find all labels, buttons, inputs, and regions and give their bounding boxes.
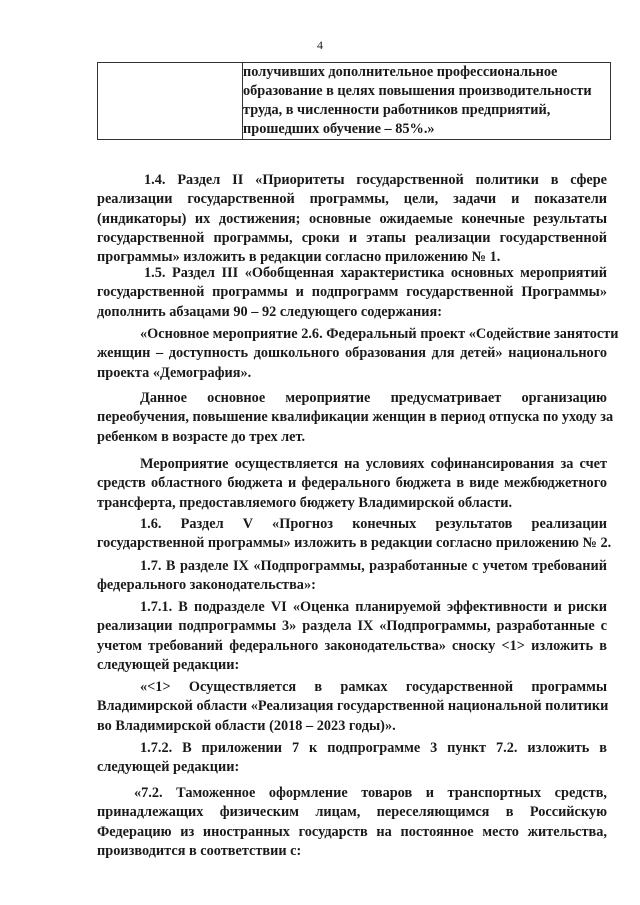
paragraph-1-5 <box>97 264 607 322</box>
paragraph-line: 1.7.1. В подразделе VI «Оценка планируемой эффективности и риски <box>140 599 607 615</box>
paragraph-line: Федерацию из иностранных государств на постоянное место жительства, <box>97 823 607 840</box>
paragraph-main-activity <box>97 325 619 383</box>
paragraph-cofinancing <box>97 455 607 513</box>
paragraph-1-7-2 <box>97 739 607 778</box>
paragraph-line: Мероприятие осуществляется на условиях софинансирования за счет <box>140 456 607 472</box>
paragraph-line: принадлежащих физическим лицам, переселяющимся в Российскую <box>97 804 607 821</box>
paragraph-line: (индикаторы) их достижения; основные ожидаемые конечные результаты <box>97 210 607 227</box>
paragraph-line: ребенком в возрасте до трех лет. <box>97 428 306 445</box>
table-cell-line: прошедших обучение – 85%.» <box>243 121 435 137</box>
paragraph-line: реализации государственной программы, цели, задачи и показатели <box>97 191 607 208</box>
paragraph-line: следующей редакции: <box>97 656 240 673</box>
paragraph-activity-description <box>97 389 614 447</box>
paragraph-line: государственной программы, сроки и этапы реализации государственной <box>97 229 607 246</box>
paragraph-line: проекта «Демография». <box>97 364 252 381</box>
paragraph-line: 1.4. Раздел II «Приоритеты государственной политики в сфере <box>144 172 607 188</box>
paragraph-line: трансферта, предоставляемого бюджету Владимирской области. <box>97 494 513 511</box>
page-number: 4 <box>317 38 323 52</box>
paragraph-line: Владимирской области «Реализация государственной национальной политики <box>97 698 609 715</box>
paragraph-line: переобучения, повышение квалификации женщин в период отпуска по уходу за <box>97 409 614 426</box>
paragraph-1-6 <box>97 515 612 554</box>
table-text-cell <box>243 63 611 140</box>
paragraph-1-7-1 <box>97 598 607 675</box>
paragraph-line: государственной программы и подпрограмм государственной Программы» <box>97 284 607 301</box>
table-cell-line: получивших дополнительное профессиональное <box>243 64 558 80</box>
paragraph-7-2 <box>97 784 607 861</box>
paragraph-line: женщин – доступность дошкольного образования для детей» национального <box>97 345 607 362</box>
paragraph-line: «Основное мероприятие 2.6. Федеральный проект «Содействие занятости <box>140 326 619 342</box>
table-empty-cell <box>98 63 243 140</box>
paragraph-line: 1.5. Раздел III «Обобщенная характеристика основных мероприятий <box>144 265 607 281</box>
paragraph-line: Данное основное мероприятие предусматривает организацию <box>140 390 607 406</box>
paragraph-line: во Владимирской области (2018 – 2023 годы)». <box>97 717 396 734</box>
paragraph-line: реализации подпрограммы 3» раздела IX «Подпрограммы, разработанные с <box>97 618 607 635</box>
paragraph-footnote <box>97 678 607 736</box>
paragraph-line: дополнить абзацами 90 – 92 следующего содержания: <box>97 303 443 320</box>
table-cell-line: труда, в численности работников предприятий, <box>243 102 551 118</box>
paragraph-line: учетом требований федерального законодательства» сноску <1> изложить в <box>97 637 607 654</box>
paragraph-line: производится в соответствии с: <box>97 842 302 859</box>
paragraph-line: федерального законодательства»: <box>97 577 316 594</box>
paragraph-line: 1.7.2. В приложении 7 к подпрограмме 3 пункт 7.2. изложить в <box>140 740 607 756</box>
paragraph-line: средств областного бюджета и федерального бюджета в виде межбюджетного <box>97 475 607 492</box>
paragraph-1-4 <box>97 171 607 267</box>
paragraph-line: программы» изложить в редакции согласно приложению № 1. <box>97 249 501 266</box>
continuation-table <box>97 62 611 140</box>
paragraph-line: «<1> Осуществляется в рамках государственной программы <box>140 679 607 695</box>
paragraph-1-7 <box>97 557 607 596</box>
paragraph-line: 1.7. В разделе IX «Подпрограммы, разработанные с учетом требований <box>140 558 607 574</box>
paragraph-line: «7.2. Таможенное оформление товаров и транспортных средств, <box>134 785 607 801</box>
paragraph-line: следующей редакции: <box>97 759 240 776</box>
paragraph-line: 1.6. Раздел V «Прогноз конечных результатов реализации <box>140 516 607 532</box>
paragraph-line: государственной программы» изложить в редакции согласно приложению № 2. <box>97 535 612 552</box>
table-cell-line: образование в целях повышения производительности <box>243 83 592 99</box>
